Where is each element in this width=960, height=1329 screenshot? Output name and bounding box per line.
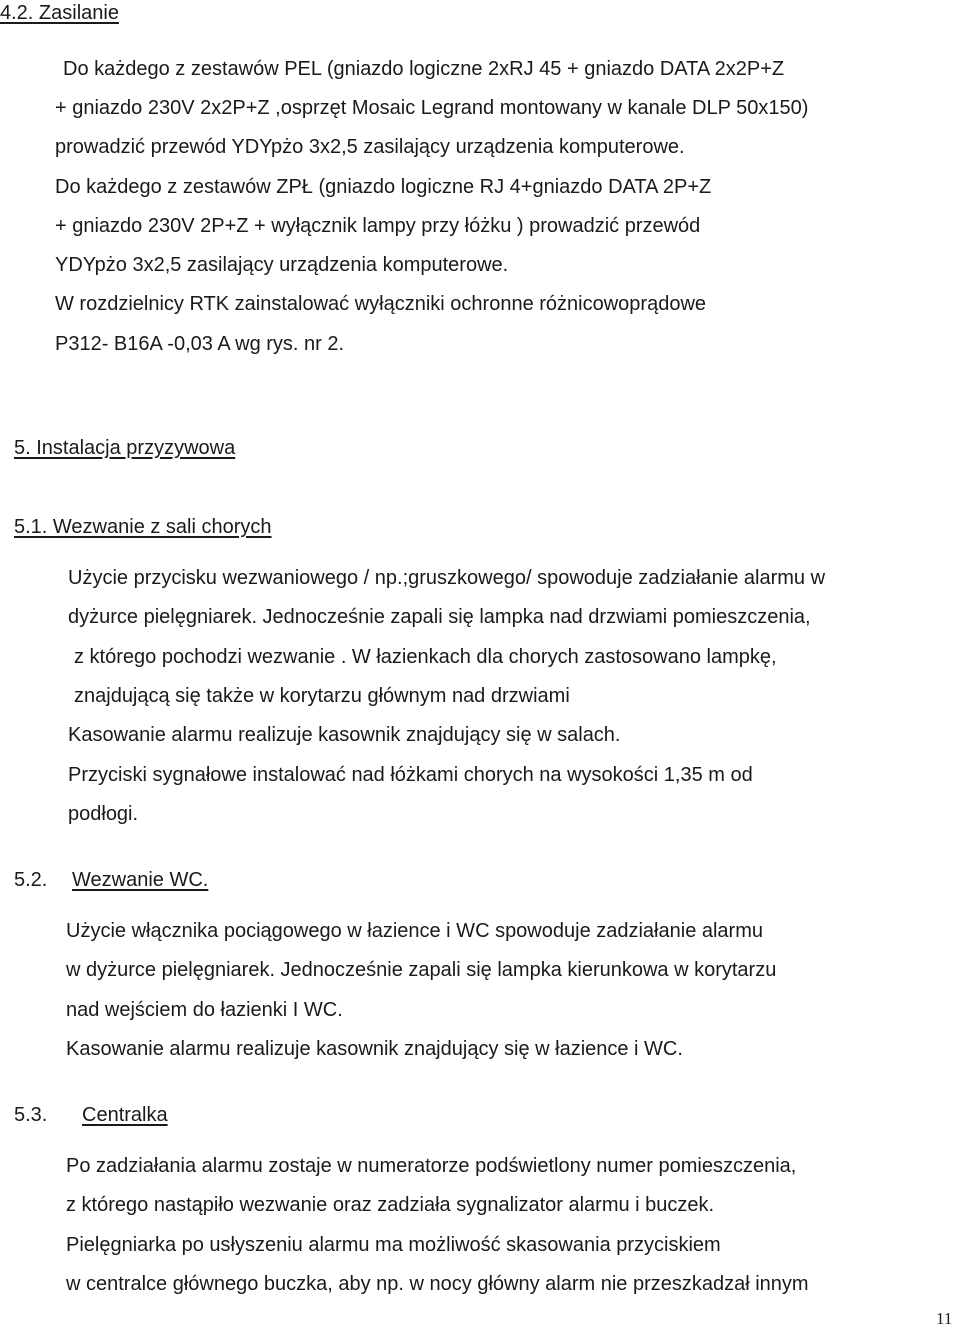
heading-5-1: 5.1. Wezwanie z sali chorych (14, 516, 272, 538)
heading-5-3-number: 5.3. (14, 1104, 48, 1126)
paragraph-line: Użycie włącznika pociągowego w łazience i WC spowoduje zadziałanie alarmu (66, 920, 764, 942)
paragraph-line: znajdującą się także w korytarzu głównym nad drzwiami (74, 685, 570, 707)
paragraph-line: Po zadziałania alarmu zostaje w numeratorze podświetlony numer pomieszczenia, (66, 1155, 797, 1177)
paragraph-line: Do każdego z zestawów PEL (gniazdo logiczne 2xRJ 45 + gniazdo DATA 2x2P+Z (63, 58, 785, 80)
paragraph-line: Przyciski sygnałowe instalować nad łóżkami chorych na wysokości 1,35 m od (68, 764, 753, 786)
paragraph-line: dyżurce pielęgniarek. Jednocześnie zapali się lampka nad drzwiami pomieszczenia, (68, 606, 811, 628)
paragraph-line: W rozdzielnicy RTK zainstalować wyłączniki ochronne różnicowoprądowe (55, 293, 707, 315)
paragraph-line: YDYpżo 3x2,5 zasilający urządzenia komputerowe. (55, 254, 509, 276)
heading-5-2-number: 5.2. (14, 869, 48, 891)
paragraph-line: Pielęgniarka po usłyszeniu alarmu ma możliwość skasowania przyciskiem (66, 1234, 721, 1256)
paragraph-line: w dyżurce pielęgniarek. Jednocześnie zapali się lampka kierunkowa w korytarzu (66, 959, 777, 981)
paragraph-line: + gniazdo 230V 2P+Z + wyłącznik lampy przy łóżku ) prowadzić przewód (55, 215, 701, 237)
heading-5-3-title: Centralka (82, 1104, 168, 1126)
paragraph-line: Użycie przycisku wezwaniowego / np.;gruszkowego/ spowoduje zadziałanie alarmu w (68, 567, 826, 589)
paragraph-line: w centralce głównego buczka, aby np. w nocy główny alarm nie przeszkadzał innym (66, 1273, 809, 1295)
heading-4-2: 4.2. Zasilanie (0, 2, 119, 24)
paragraph-line: Kasowanie alarmu realizuje kasownik znajdujący się w salach. (68, 724, 621, 746)
paragraph-line: Do każdego z zestawów ZPŁ (gniazdo logiczne RJ 4+gniazdo DATA 2P+Z (55, 176, 712, 198)
paragraph-line: prowadzić przewód YDYpżo 3x2,5 zasilający urządzenia komputerowe. (55, 136, 685, 158)
paragraph-line: Kasowanie alarmu realizuje kasownik znajdujący się w łazience i WC. (66, 1038, 683, 1060)
paragraph-line: + gniazdo 230V 2x2P+Z ,osprzęt Mosaic Legrand montowany w kanale DLP 50x150) (55, 97, 809, 119)
paragraph-line: z którego pochodzi wezwanie . W łazienkach dla chorych zastosowano lampkę, (74, 646, 777, 668)
page-number: 11 (936, 1309, 953, 1328)
heading-5: 5. Instalacja przyzywowa (14, 437, 236, 459)
heading-5-2-title: Wezwanie WC. (72, 869, 209, 891)
paragraph-line: nad wejściem do łazienki I WC. (66, 999, 343, 1021)
paragraph-line: z którego nastąpiło wezwanie oraz zadziała sygnalizator alarmu i buczek. (66, 1194, 715, 1216)
paragraph-line: P312- B16A -0,03 A wg rys. nr 2. (55, 333, 345, 355)
paragraph-line: podłogi. (68, 803, 139, 825)
